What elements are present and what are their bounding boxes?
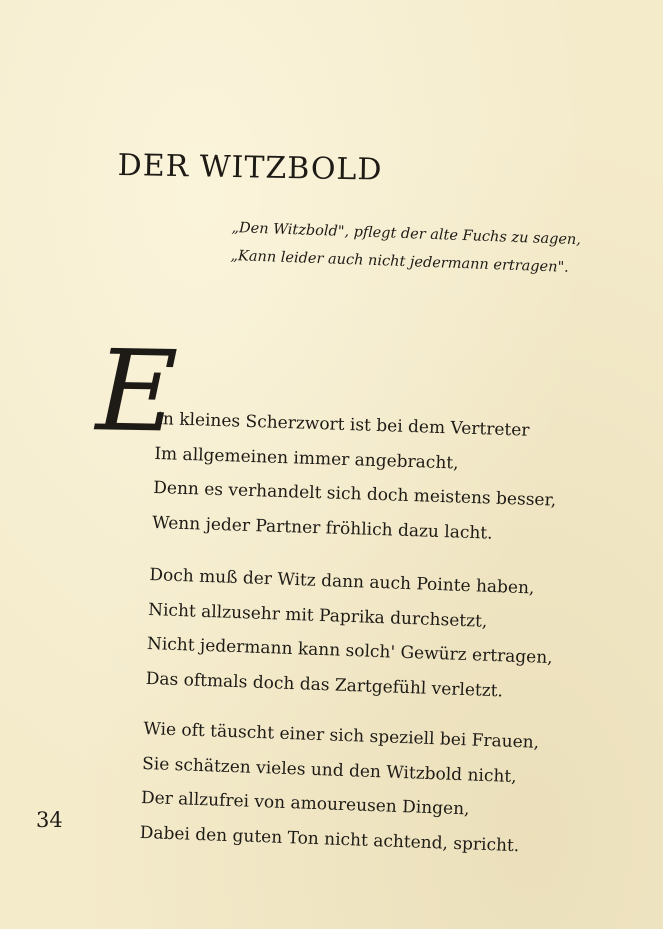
verse-line: Nicht allzusehr mit Paprika durchsetzt, — [147, 599, 488, 632]
verse-line: Wie oft täuscht einer sich speziell bei Frauen, — [143, 718, 540, 753]
verse-line: Dabei den guten Ton nicht achtend, spricht. — [139, 822, 520, 856]
epigraph-line: „Den Witzbold", pflegt der alte Fuchs zu sagen, — [231, 219, 582, 249]
verse-line: Wenn jeder Partner fröhlich dazu lacht. — [151, 512, 493, 544]
epigraph-line: „Kann leider auch nicht jedermann ertragen". — [230, 247, 570, 276]
verse-line: Doch muß der Witz dann auch Pointe haben, — [149, 564, 535, 599]
poem-title: DER WITZBOLD — [117, 148, 383, 188]
page-number: 34 — [36, 808, 63, 832]
verse-line: Nicht jedermann kann solch' Gewürz ertragen, — [146, 633, 553, 669]
stanza-1 — [152, 402, 559, 553]
epigraph — [230, 214, 581, 282]
verse-line: in kleines Scherzwort ist bei dem Vertreter — [157, 409, 530, 441]
stanza-3 — [139, 712, 539, 864]
verse-line: Denn es verhandelt sich doch meistens besser, — [152, 477, 557, 511]
verse-line: Das oftmals doch das Zartgefühl verletzt. — [145, 668, 504, 701]
verse-line: Der allzufrei von amoureusen Dingen, — [140, 787, 470, 820]
verse-line: Sie schätzen vieles und den Witzbold nicht, — [141, 753, 517, 787]
verse-line: Im allgemeinen immer angebracht, — [154, 443, 459, 474]
drop-cap: E — [94, 326, 179, 458]
stanza-2 — [145, 558, 555, 710]
